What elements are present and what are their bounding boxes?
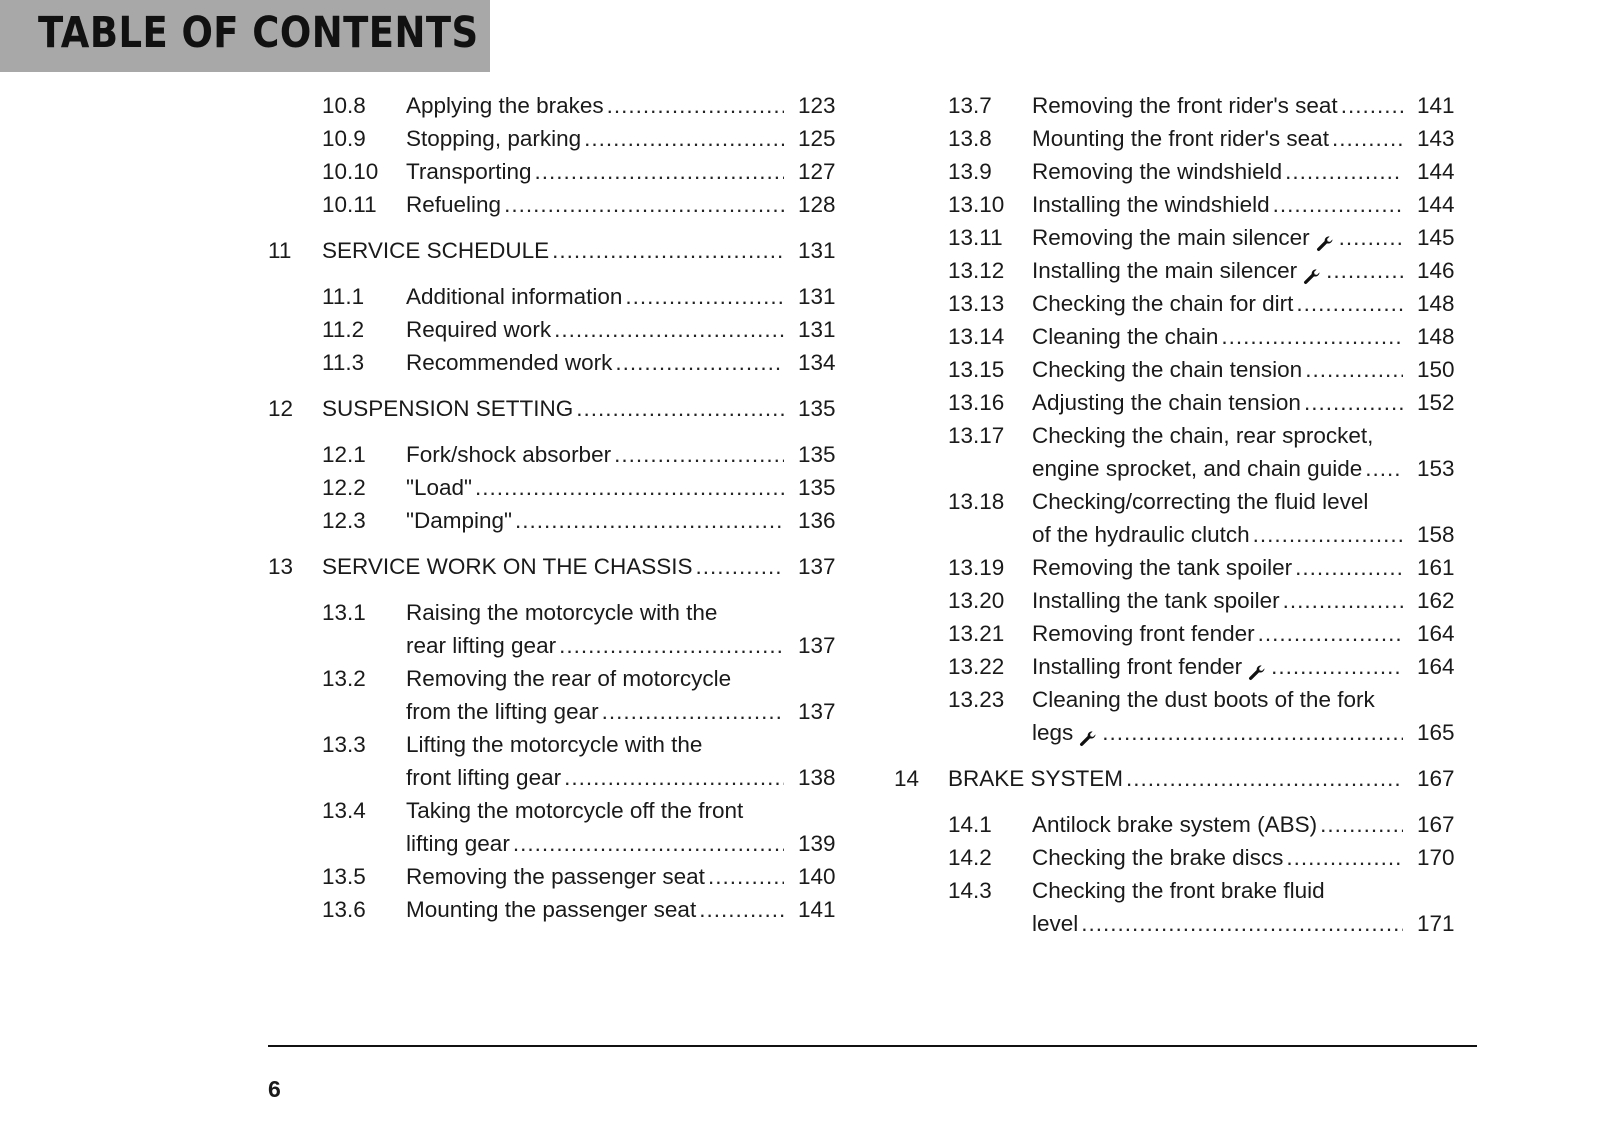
toc-entry-title: Installing the main silencer	[1032, 258, 1298, 283]
dot-leader	[1221, 320, 1403, 353]
dot-leader	[1305, 353, 1403, 386]
toc-entry-number: 12.1	[322, 442, 366, 467]
toc-entry-title: level	[1032, 911, 1079, 936]
toc-entry-number: 14.3	[948, 878, 992, 903]
toc-entry[interactable]	[268, 794, 858, 860]
toc-entry-number: 12.2	[322, 475, 366, 500]
toc-page-number: 158	[1417, 522, 1455, 547]
toc-entry-number: 13.21	[948, 621, 1005, 646]
dot-leader	[1365, 452, 1403, 485]
toc-entry[interactable]	[268, 280, 858, 313]
toc-entry-number: 13.15	[948, 357, 1005, 382]
toc-entry-title: SERVICE WORK ON THE CHASSIS	[322, 554, 693, 579]
toc-page-number: 137	[798, 699, 836, 724]
toc-entry[interactable]	[268, 313, 858, 346]
dot-leader	[625, 280, 784, 313]
toc-entry-title: Required work	[406, 317, 552, 342]
toc-entry-number: 13.2	[322, 666, 366, 691]
dot-leader	[584, 122, 784, 155]
toc-entry-number: 13.17	[948, 423, 1005, 448]
dot-leader	[1332, 122, 1403, 155]
toc-chapter[interactable]	[894, 762, 1477, 795]
dot-leader	[614, 438, 784, 471]
toc-entry-title: Removing the main silencer	[1032, 225, 1310, 250]
toc-page-number: 128	[798, 192, 836, 217]
toc-entry[interactable]	[268, 346, 858, 379]
toc-entry[interactable]	[268, 188, 858, 221]
toc-page-number: 145	[1417, 225, 1455, 250]
toc-entry-title: Additional information	[406, 284, 623, 309]
toc-entry[interactable]	[894, 188, 1477, 221]
toc-page-number: 143	[1417, 126, 1455, 151]
toc-column-right	[894, 89, 1477, 940]
toc-entry[interactable]	[894, 650, 1477, 683]
toc-entry-number: 13.3	[322, 732, 366, 757]
toc-entry[interactable]	[894, 841, 1477, 874]
toc-entry-number: 14	[894, 766, 920, 791]
dot-leader	[1326, 254, 1403, 287]
toc-entry-title: lifting gear	[406, 831, 510, 856]
toc-page-number: 152	[1417, 390, 1455, 415]
toc-page-number: 137	[798, 633, 836, 658]
toc-page-number: 131	[798, 317, 836, 342]
toc-entry-number: 13.7	[948, 93, 992, 118]
toc-page-number: 162	[1417, 588, 1455, 613]
dot-leader	[1339, 221, 1403, 254]
toc-page-number: 170	[1417, 845, 1455, 870]
toc-entry-title: Checking the chain, rear sprocket,	[1032, 423, 1374, 448]
toc-page-number: 146	[1417, 258, 1455, 283]
toc-entry-title: Removing the rear of motorcycle	[406, 666, 732, 691]
toc-entry-title: Installing the tank spoiler	[1032, 588, 1280, 613]
toc-page-number: 141	[1417, 93, 1455, 118]
toc-entry-number: 13	[268, 554, 294, 579]
toc-entry[interactable]	[268, 122, 858, 155]
toc-entry-number: 13.8	[948, 126, 992, 151]
toc-page-number: 135	[798, 475, 836, 500]
dot-leader	[534, 155, 784, 188]
toc-entry-title: rear lifting gear	[406, 633, 557, 658]
toc-entry-title: Taking the motorcycle off the front	[406, 798, 744, 823]
footer-divider	[268, 1045, 1477, 1047]
toc-entry-title: Lifting the motorcycle with the	[406, 732, 703, 757]
toc-entry-number: 13.10	[948, 192, 1005, 217]
toc-entry-title: Checking the chain tension	[1032, 357, 1303, 382]
toc-entry[interactable]	[268, 596, 858, 662]
toc-page-number: 141	[798, 897, 836, 922]
toc-page-number: 150	[1417, 357, 1455, 382]
toc-entry-number: 13.22	[948, 654, 1005, 679]
dot-leader	[1304, 386, 1403, 419]
toc-entry-number: 11	[268, 238, 292, 263]
toc-entry-title: Stopping, parking	[406, 126, 582, 151]
toc-page-number: 167	[1417, 766, 1455, 791]
toc-entry-number: 13.6	[322, 897, 366, 922]
toc-chapter[interactable]	[268, 550, 858, 583]
dot-leader	[699, 893, 784, 926]
toc-page-number: 171	[1417, 911, 1455, 936]
dot-leader	[552, 234, 784, 267]
dot-leader	[607, 89, 784, 122]
toc-entry-title: Cleaning the dust boots of the fork	[1032, 687, 1375, 712]
toc-chapter[interactable]	[268, 234, 858, 267]
toc-entry-title: Removing the windshield	[1032, 159, 1283, 184]
dot-leader	[1271, 650, 1403, 683]
toc-page-number: 161	[1417, 555, 1455, 580]
toc-entry-title: Cleaning the chain	[1032, 324, 1219, 349]
toc-entry-title: "Damping"	[406, 508, 513, 533]
toc-entry-number: 10.8	[322, 93, 366, 118]
toc-entry-title: "Load"	[406, 475, 473, 500]
dot-leader	[1286, 841, 1403, 874]
toc-entry-number: 14.2	[948, 845, 992, 870]
toc-entry[interactable]	[894, 551, 1477, 584]
toc-page-number: 127	[798, 159, 836, 184]
toc-entry[interactable]	[894, 485, 1477, 551]
dot-leader	[602, 695, 784, 728]
page-number: 6	[268, 1076, 281, 1102]
dot-leader	[564, 761, 784, 794]
toc-entry-number: 13.9	[948, 159, 992, 184]
toc-entry-number: 13.18	[948, 489, 1005, 514]
toc-entry-title: SERVICE SCHEDULE	[322, 238, 550, 263]
dot-leader	[1258, 617, 1403, 650]
toc-entry-title: SUSPENSION SETTING	[322, 396, 574, 421]
wrench-icon	[1246, 663, 1268, 683]
toc-entry-number: 13.13	[948, 291, 1005, 316]
dot-leader	[504, 188, 784, 221]
toc-entry-number: 12.3	[322, 508, 366, 533]
toc-entry[interactable]	[894, 874, 1477, 940]
toc-page-number: 153	[1417, 456, 1455, 481]
wrench-icon	[1301, 267, 1323, 287]
dot-leader	[1320, 808, 1403, 841]
toc-page-number: 138	[798, 765, 836, 790]
toc-entry[interactable]	[894, 155, 1477, 188]
toc-entry-number: 13.4	[322, 798, 366, 823]
page-title: TABLE OF CONTENTS	[38, 8, 479, 58]
toc-entry-title: Recommended work	[406, 350, 613, 375]
wrench-icon	[1077, 729, 1099, 749]
toc-entry-number: 13.5	[322, 864, 366, 889]
toc-entry-title: Transporting	[406, 159, 532, 184]
toc-entry[interactable]	[894, 386, 1477, 419]
toc-entry-title: Checking/correcting the fluid level	[1032, 489, 1369, 514]
toc-entry-title: Applying the brakes	[406, 93, 604, 118]
toc-entry[interactable]	[894, 683, 1477, 749]
dot-leader	[1285, 155, 1403, 188]
toc-entry[interactable]	[268, 662, 858, 728]
toc-page-number: 140	[798, 864, 836, 889]
toc-entry-number: 13.23	[948, 687, 1005, 712]
toc-entry-title: Raising the motorcycle with the	[406, 600, 718, 625]
toc-entry[interactable]	[894, 808, 1477, 841]
toc-entry-title: Installing front fender	[1032, 654, 1243, 679]
toc-entry-number: 13.14	[948, 324, 1005, 349]
toc-entry[interactable]	[268, 728, 858, 794]
dot-leader	[1253, 518, 1403, 551]
toc-entry-number: 11.2	[322, 317, 365, 342]
toc-page-number: 165	[1417, 720, 1455, 745]
toc-page-number: 136	[798, 508, 836, 533]
dot-leader	[615, 346, 784, 379]
toc-page-number: 135	[798, 442, 836, 467]
toc-page-number: 123	[798, 93, 836, 118]
dot-leader	[1273, 188, 1403, 221]
toc-entry[interactable]	[894, 584, 1477, 617]
toc-entry-title: Removing the tank spoiler	[1032, 555, 1293, 580]
toc-page-number: 167	[1417, 812, 1455, 837]
toc-entry-title: BRAKE SYSTEM	[948, 766, 1124, 791]
toc-entry-number: 13.11	[948, 225, 1003, 250]
toc-column-left	[268, 89, 858, 926]
toc-entry[interactable]	[268, 155, 858, 188]
dot-leader	[559, 629, 784, 662]
toc-page-number: 131	[798, 238, 836, 263]
toc-page-number: 137	[798, 554, 836, 579]
toc-entry-title: Installing the windshield	[1032, 192, 1270, 217]
toc-entry-number: 14.1	[948, 812, 992, 837]
toc-entry[interactable]	[894, 287, 1477, 320]
toc-entry-title: legs	[1032, 720, 1074, 745]
toc-entry[interactable]	[894, 254, 1477, 287]
toc-entry-number: 11.1	[322, 284, 365, 309]
wrench-icon	[1314, 234, 1336, 254]
dot-leader	[1102, 716, 1403, 749]
toc-entry-number: 13.19	[948, 555, 1005, 580]
toc-entry-title: Checking the front brake fluid	[1032, 878, 1325, 903]
toc-entry-title: engine sprocket, and chain guide	[1032, 456, 1363, 481]
toc-entry[interactable]	[894, 221, 1477, 254]
toc-page-number: 144	[1417, 159, 1455, 184]
toc-entry[interactable]	[894, 617, 1477, 650]
dot-leader	[1283, 584, 1403, 617]
toc-entry[interactable]	[894, 89, 1477, 122]
toc-entry[interactable]	[894, 419, 1477, 485]
toc-entry-title: of the hydraulic clutch	[1032, 522, 1250, 547]
toc-entry-title: Fork/shock absorber	[406, 442, 612, 467]
toc-page-number: 135	[798, 396, 836, 421]
dot-leader	[708, 860, 784, 893]
toc-page-number: 164	[1417, 621, 1455, 646]
toc-entry-title: Adjusting the chain tension	[1032, 390, 1301, 415]
toc-entry-title: from the lifting gear	[406, 699, 599, 724]
dot-leader	[696, 550, 785, 583]
dot-leader	[1081, 907, 1403, 940]
toc-entry[interactable]	[894, 353, 1477, 386]
dot-leader	[1126, 762, 1403, 795]
toc-entry-number: 13.1	[322, 600, 366, 625]
toc-entry-number: 10.11	[322, 192, 377, 217]
toc-entry[interactable]	[268, 860, 858, 893]
toc-entry-number: 13.20	[948, 588, 1005, 613]
toc-entry-title: Removing front fender	[1032, 621, 1255, 646]
toc-page-number: 144	[1417, 192, 1455, 217]
toc-entry-title: Checking the chain for dirt	[1032, 291, 1294, 316]
toc-entry-title: Mounting the passenger seat	[406, 897, 697, 922]
toc-entry[interactable]	[268, 471, 858, 504]
toc-page-number: 134	[798, 350, 836, 375]
header-bar	[0, 0, 490, 72]
toc-entry-title: Mounting the front rider's seat	[1032, 126, 1329, 151]
toc-entry[interactable]	[268, 504, 858, 537]
toc-page-number: 164	[1417, 654, 1455, 679]
toc-entry[interactable]	[268, 438, 858, 471]
dot-leader	[554, 313, 784, 346]
dot-leader	[1341, 89, 1403, 122]
toc-page-number: 148	[1417, 324, 1455, 349]
toc-entry-title: Checking the brake discs	[1032, 845, 1284, 870]
toc-entry-title: Refueling	[406, 192, 502, 217]
toc-entry-number: 13.16	[948, 390, 1005, 415]
toc-entry-number: 10.10	[322, 159, 379, 184]
toc-entry[interactable]	[894, 122, 1477, 155]
toc-entry-number: 11.3	[322, 350, 365, 375]
dot-leader	[576, 392, 784, 425]
toc-entry-title: Antilock brake system (ABS)	[1032, 812, 1318, 837]
dot-leader	[1296, 287, 1403, 320]
dot-leader	[515, 504, 784, 537]
toc-entry-title: Removing the passenger seat	[406, 864, 705, 889]
dot-leader	[513, 827, 784, 860]
toc-chapter[interactable]	[268, 392, 858, 425]
toc-entry[interactable]	[268, 893, 858, 926]
toc-entry[interactable]	[268, 89, 858, 122]
toc-page-number: 148	[1417, 291, 1455, 316]
dot-leader	[475, 471, 784, 504]
toc-page-number: 125	[798, 126, 836, 151]
toc-entry-number: 12	[268, 396, 294, 421]
toc-page-number: 131	[798, 284, 836, 309]
toc-page-number: 139	[798, 831, 836, 856]
toc-entry[interactable]	[894, 320, 1477, 353]
toc-entry-title: Removing the front rider's seat	[1032, 93, 1338, 118]
toc-entry-title: front lifting gear	[406, 765, 562, 790]
dot-leader	[1295, 551, 1403, 584]
toc-entry-number: 13.12	[948, 258, 1005, 283]
toc-entry-number: 10.9	[322, 126, 366, 151]
